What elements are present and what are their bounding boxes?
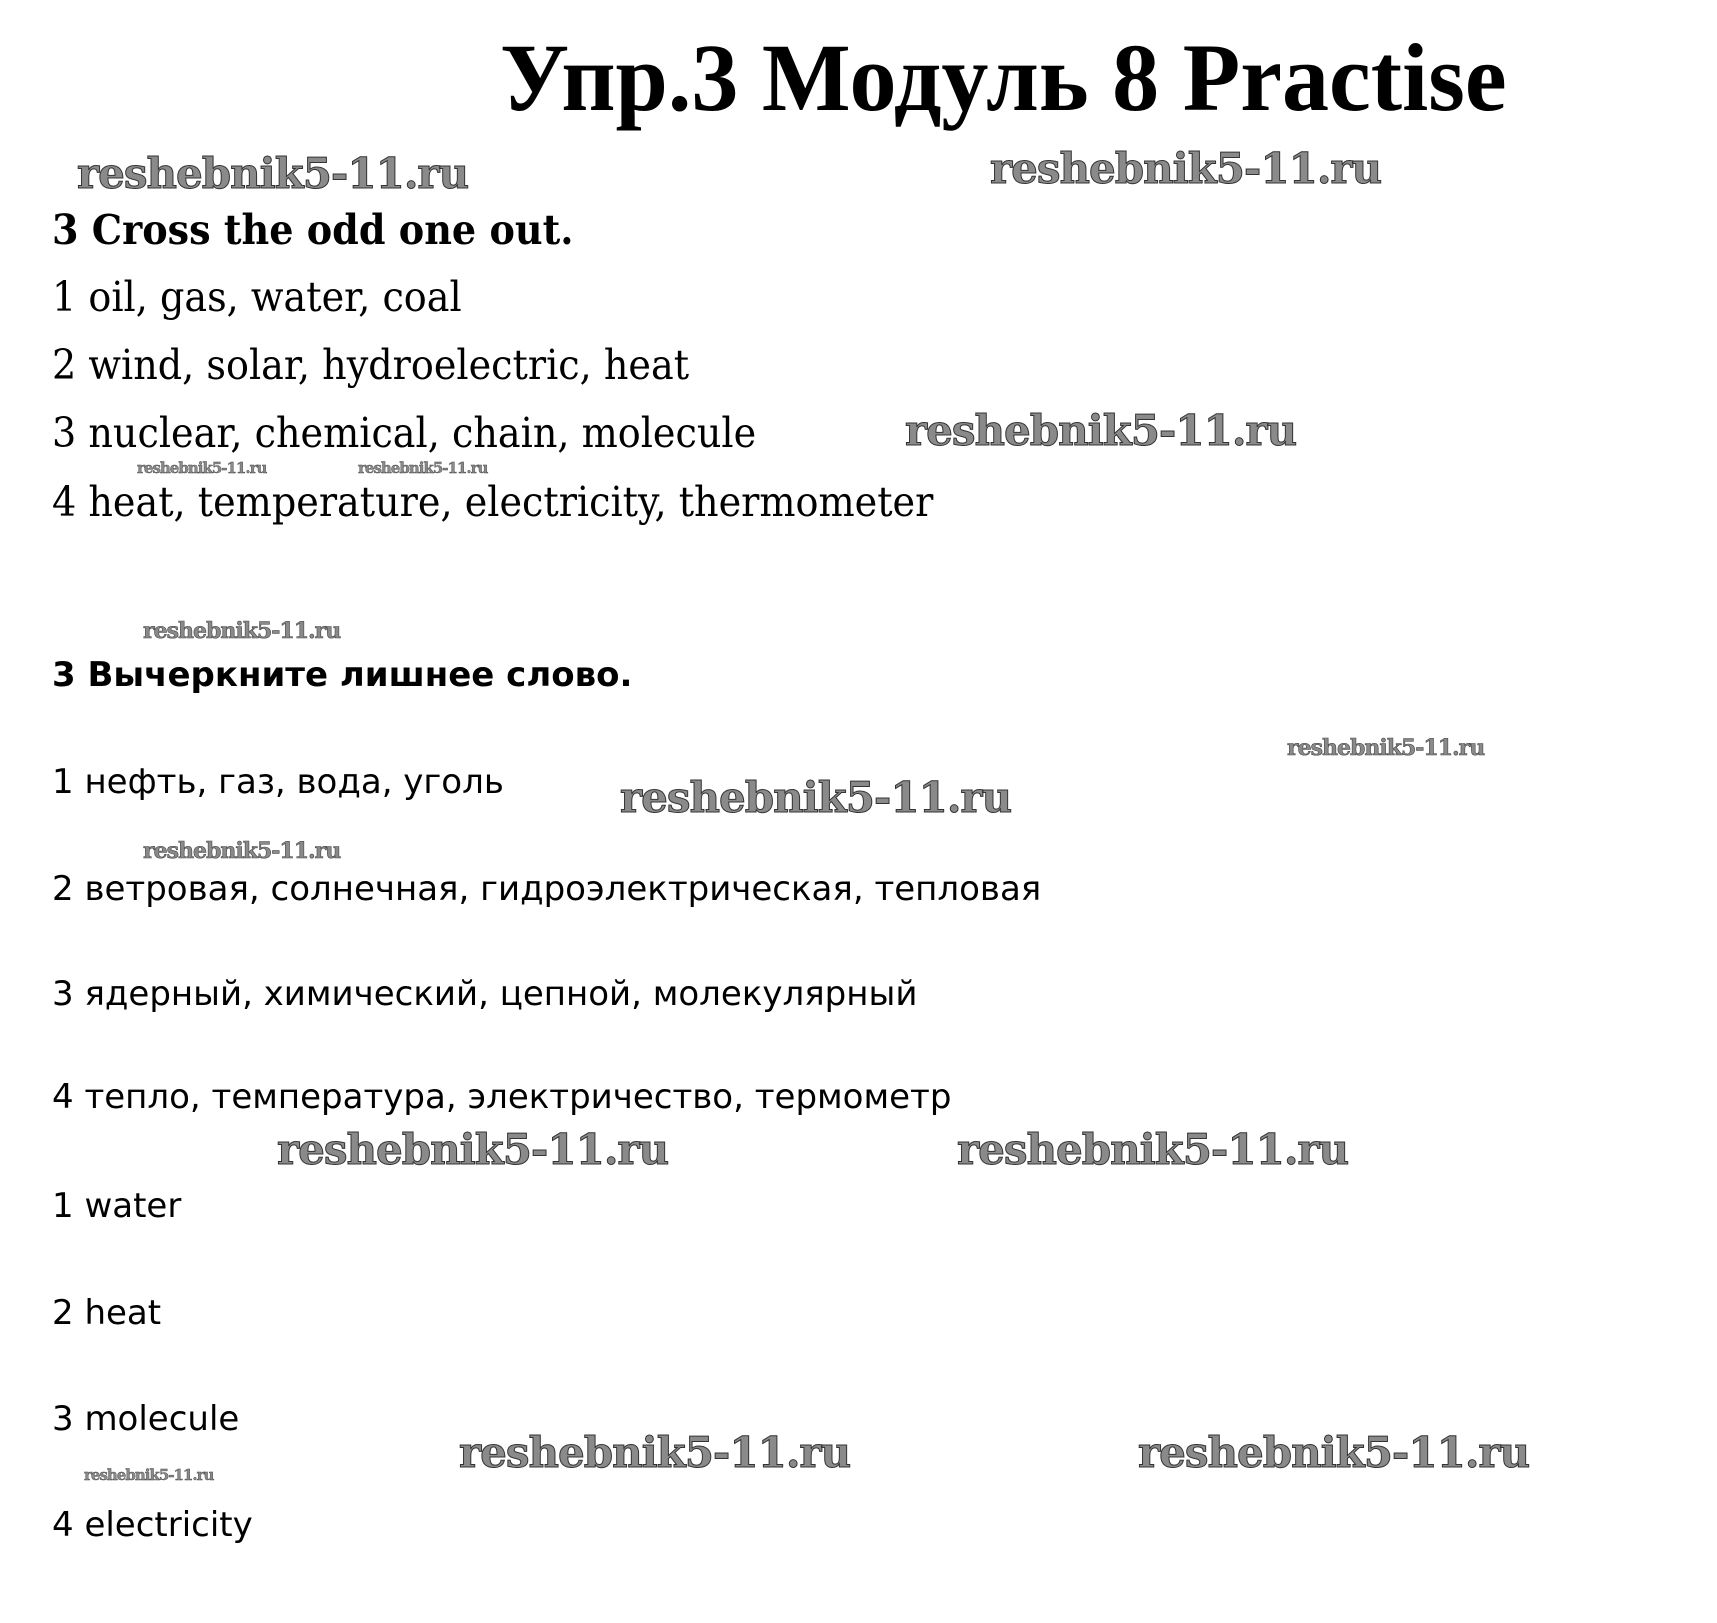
english-item: 4 heat, temperature, electricity, thermometer bbox=[52, 478, 934, 526]
watermark: reshebnik5-11.ru bbox=[137, 459, 267, 477]
watermark: reshebnik5-11.ru bbox=[990, 144, 1382, 193]
russian-heading: 3 Вычеркните лишнее слово. bbox=[52, 655, 633, 695]
russian-item: 2 ветровая, солнечная, гидроэлектрическая, тепловая bbox=[52, 869, 1042, 909]
english-item: 3 nuclear, chemical, chain, molecule bbox=[52, 409, 757, 457]
answer-item: 2 heat bbox=[52, 1293, 162, 1333]
watermark: reshebnik5-11.ru bbox=[358, 459, 488, 477]
watermark: reshebnik5-11.ru bbox=[143, 618, 341, 644]
watermark: reshebnik5-11.ru bbox=[1138, 1428, 1530, 1477]
watermark: reshebnik5-11.ru bbox=[620, 773, 1012, 822]
watermark: reshebnik5-11.ru bbox=[77, 149, 469, 198]
english-item: 2 wind, solar, hydroelectric, heat bbox=[52, 341, 690, 389]
russian-item: 3 ядерный, химический, цепной, молекулярный bbox=[52, 974, 918, 1014]
english-item: 1 oil, gas, water, coal bbox=[52, 273, 462, 321]
watermark: reshebnik5-11.ru bbox=[1287, 735, 1485, 761]
russian-item: 1 нефть, газ, вода, уголь bbox=[52, 762, 504, 802]
watermark: reshebnik5-11.ru bbox=[957, 1125, 1349, 1174]
english-heading: 3 Cross the odd one out. bbox=[52, 206, 574, 254]
watermark: reshebnik5-11.ru bbox=[459, 1428, 851, 1477]
watermark: reshebnik5-11.ru bbox=[905, 406, 1297, 455]
watermark: reshebnik5-11.ru bbox=[277, 1125, 669, 1174]
watermark: reshebnik5-11.ru bbox=[84, 1466, 214, 1484]
russian-item: 4 тепло, температура, электричество, термометр bbox=[52, 1077, 952, 1117]
answer-item: 1 water bbox=[52, 1186, 182, 1226]
answer-item: 4 electricity bbox=[52, 1505, 253, 1545]
answer-item: 3 molecule bbox=[52, 1399, 240, 1439]
watermark: reshebnik5-11.ru bbox=[143, 838, 341, 864]
page-title: Упр.3 Модуль 8 Practise bbox=[500, 24, 1507, 131]
